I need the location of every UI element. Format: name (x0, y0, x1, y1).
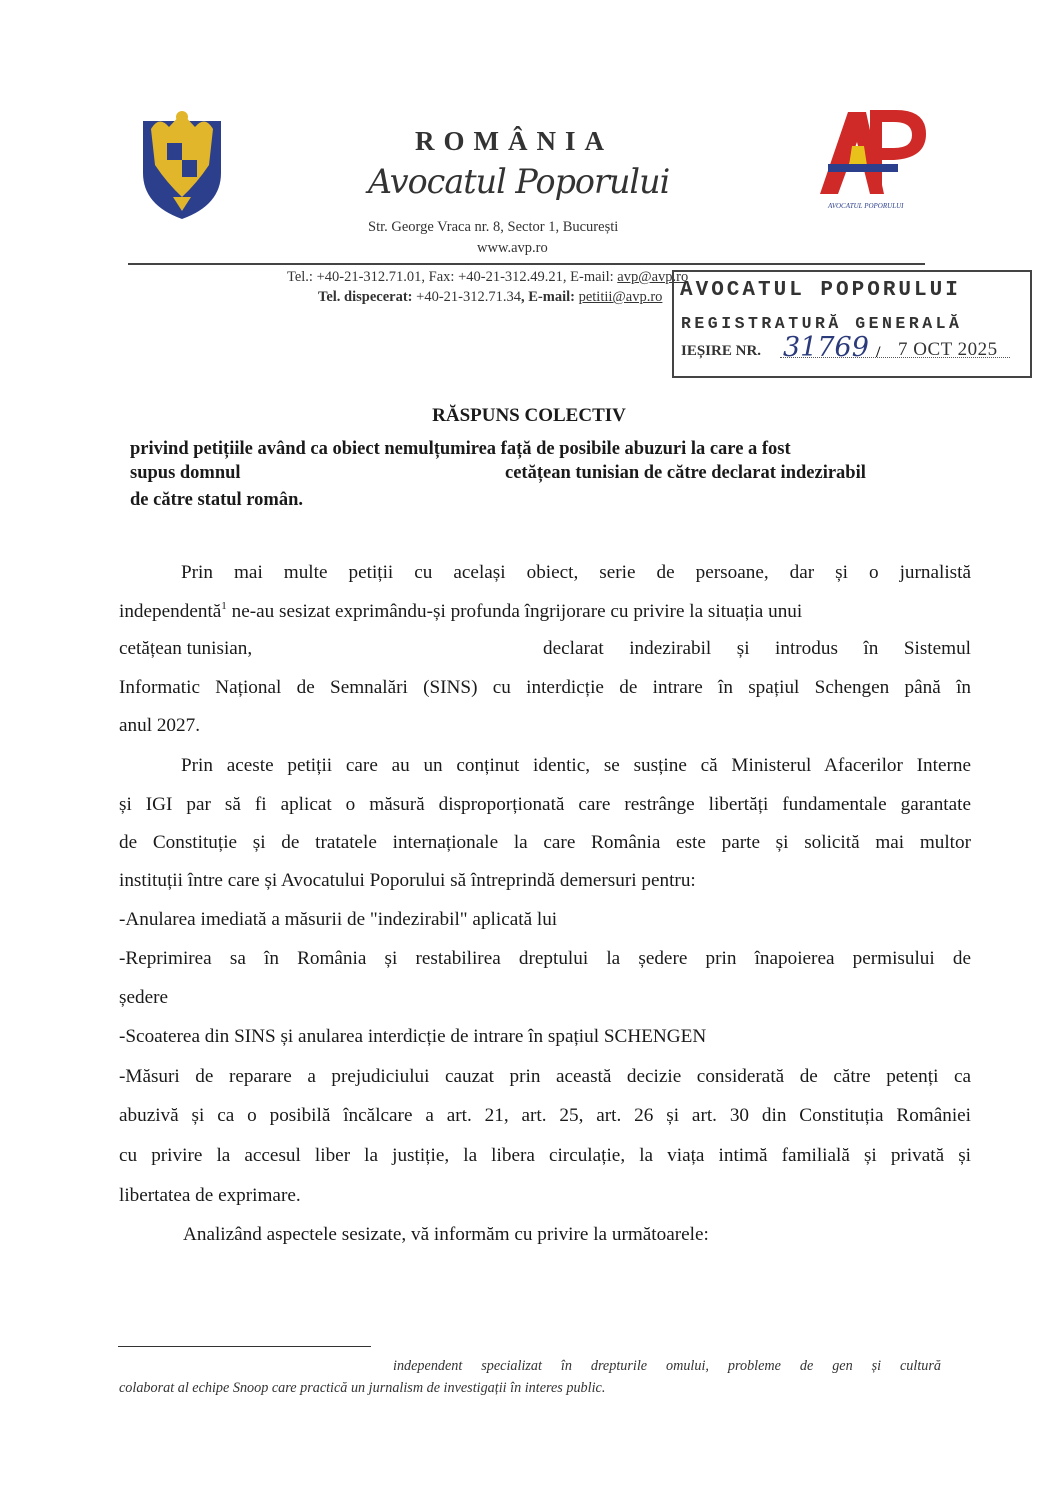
logo-caption: AVOCATUL POPORULUI (828, 202, 904, 210)
avp-logo-icon (808, 102, 932, 214)
body-line: Prin mai multe petiții cu același obiect, serie de persoane, dar și o jurnalistă (181, 562, 971, 583)
body-line: instituții între care și Avocatului Poporului să întreprindă demersuri pentru: (119, 870, 696, 891)
stamp-separator: / (876, 344, 881, 361)
list-item: -Măsuri de reparare a prejudiciului cauzat prin această decizie considerată de către petenți ca (119, 1066, 971, 1087)
dispatcher-label: Tel. dispecerat: (318, 289, 417, 305)
list-item-continuation: libertatea de exprimare. (119, 1185, 301, 1206)
list-item: -Reprimirea sa în România și restabilirea dreptului la ședere prin înapoierea permisului de (119, 948, 971, 969)
petition-email-label: , E-mail: (520, 289, 579, 305)
country-name: ROMÂNIA (415, 126, 613, 156)
website[interactable]: www.avp.ro (477, 240, 548, 256)
petition-email[interactable]: petitii@avp.ro (578, 289, 663, 305)
footnote-divider (118, 1346, 371, 1347)
body-line: de Constituție și de tratatele internaționale la care România este parte și solicită mai multor (119, 832, 971, 853)
body-line: Prin aceste petiții care au un conținut identic, se susține că Ministerul Afacerilor Interne (181, 755, 971, 776)
footnote-ref: 1 (221, 600, 227, 612)
header-divider (128, 263, 925, 265)
list-item-continuation: ședere (119, 987, 168, 1008)
institution-name: Avocatul Poporului (368, 162, 670, 202)
list-item-continuation: abuzivă și ca o posibilă încălcare a art. 21, art. 25, art. 26 și art. 30 din Constituția României (119, 1105, 971, 1126)
dispatcher-phone: +40-21-312.71.34 (416, 289, 521, 305)
stamp-date: 7 OCT 2025 (898, 339, 998, 360)
contact-email[interactable]: avp@avp.ro (617, 269, 689, 285)
body-line: anul 2027. (119, 715, 201, 736)
contact-phone-fax: Tel.: +40-21-312.71.01, Fax: +40-21-312.49.21, E-mail: (287, 269, 618, 285)
list-item: -Anularea imediată a măsurii de "indezirabil" aplicată lui (119, 909, 558, 930)
institution-address: Str. George Vraca nr. 8, Sector 1, București (368, 219, 619, 235)
body-line: cetățean tunisian, (119, 638, 253, 659)
contact-line-2 (318, 289, 662, 306)
stamp-registry: REGISTRATURĂ GENERALĂ (681, 314, 963, 333)
contact-line-1 (287, 269, 688, 286)
stamp-exit-label: IEȘIRE NR. (681, 343, 762, 359)
body-line: declarat indezirabil și introdus în Sistemul (543, 638, 971, 659)
subtitle-line-3: de către statul român. (130, 490, 303, 510)
footnote-line-1: independent specializat în drepturile omului, probleme de gen și cultură (393, 1358, 941, 1374)
stamp-exit-number: 31769 (783, 332, 869, 363)
document-title: RĂSPUNS COLECTIV (432, 405, 626, 426)
body-line: Informatic Național de Semnalări (SINS) cu interdicție de intrare în spațiul Schengen până în (119, 677, 971, 698)
footnote-line-2: colaborat al echipe Snoop care practică un jurnalism de investigații în interes public. (119, 1380, 606, 1396)
body-line: și IGI par să fi aplicat o măsură disproporționată care restrânge libertăți fundamentale garantate (119, 794, 971, 815)
list-item-continuation: cu privire la accesul liber la justiție, la libera circulație, la viața intimă familială și privată și (119, 1145, 971, 1166)
subtitle-line-2a: supus domnul (130, 463, 241, 483)
coat-of-arms-icon (137, 103, 227, 221)
body-line: Analizând aspectele sesizate, vă informăm cu privire la următoarele: (183, 1224, 709, 1245)
stamp-institution: AVOCATUL POPORULUI (680, 279, 961, 302)
body-line: independentă$^1$ ne-au sesizat exprimându-și profunda îngrijorare cu privire la situația unui (119, 600, 803, 622)
subtitle-line-1: privind petițiile având ca obiect nemulțumirea față de posibile abuzuri la care a fost (130, 439, 791, 459)
list-item: -Scoaterea din SINS și anularea interdicție de intrare în spațiul SCHENGEN (119, 1026, 707, 1047)
stamp-dotted-line (780, 357, 1010, 358)
subtitle-line-2b: cetățean tunisian de către declarat indezirabil (505, 463, 866, 483)
